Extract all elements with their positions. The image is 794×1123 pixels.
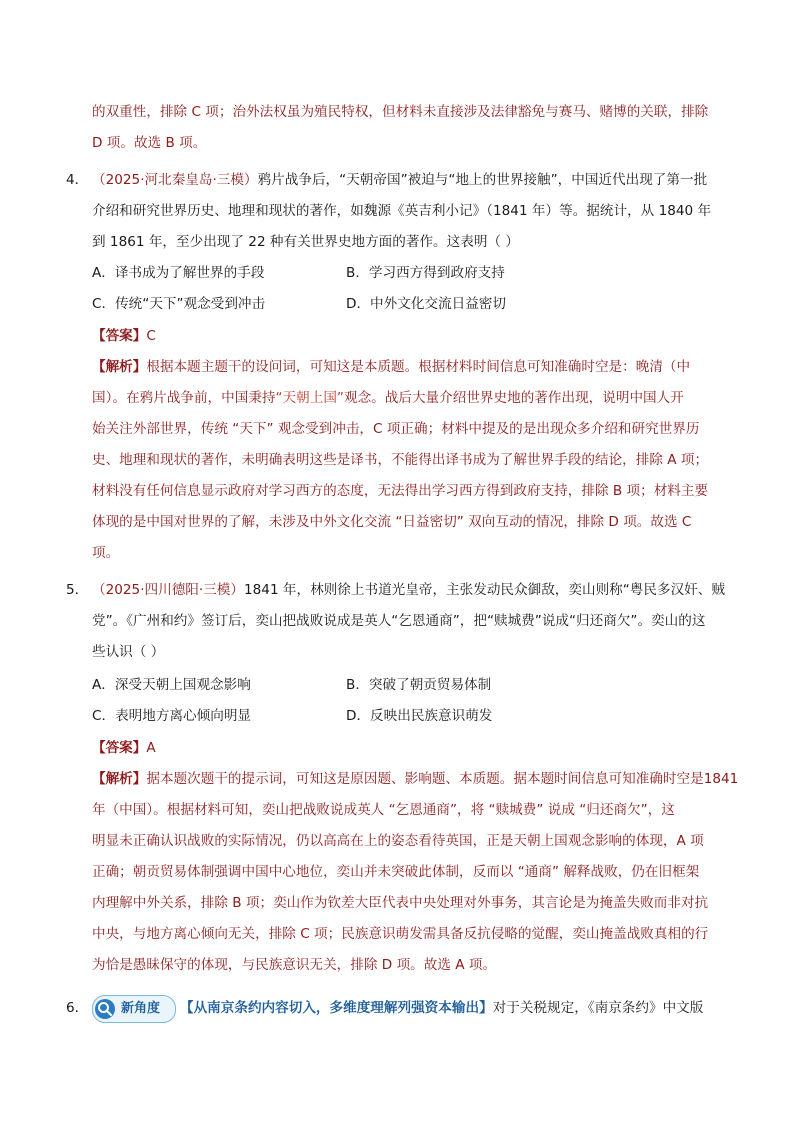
question-5-analysis-label: 【解析】 — [92, 771, 147, 787]
question-6-stem-text-1: 对于关税规定，《南京条约》中文版 — [492, 1000, 704, 1016]
question-6-topic-line — [180, 998, 703, 1018]
question-5-stem-line-2: 党”。《广州和约》签订后，奕山把战败说成是英人“乞恩通商”，把“赎城费”说成“归还商欠”。奕山的这 — [92, 613, 706, 629]
question-4-stem-line-1 — [92, 170, 707, 190]
question-5-option-b: B．突破了朝贡贸易体制 — [346, 677, 492, 693]
question-4-analysis-line-6: 体现的是中国对世界的了解，未涉及中外文化交流 “日益密切” 双向互动的情况，排除 D 项。故选 C — [92, 514, 692, 530]
question-6-topic-close: 】 — [479, 1000, 493, 1016]
question-4-stem-line-2: 介绍和研究世界历史、地理和现状的著作，如魏源《英吉利小记》（1841 年）等。据统计，从 1840 年 — [92, 203, 712, 219]
question-4-option-a: A．译书成为了解世界的手段 — [92, 265, 265, 281]
question-4-analysis-line-3: 始关注外部世界，传统 “天下” 观念受到冲击，C 项正确；材料中提及的是出现众多介绍和研究世界历 — [92, 421, 700, 437]
question-5-analysis-text-1: 据本题次题干的提示词，可知这是原因题、影响题、本质题。据本题时间信息可知准确时空是1841 — [146, 771, 739, 787]
question-4-option-c: C．传统“天下”观念受到冲击 — [92, 296, 266, 312]
question-4-analysis-label: 【解析】 — [92, 359, 147, 375]
question-4-analysis-line-4: 史、地理和现状的著作，未明确表明这些是译书，不能得出译书成为了解世界手段的结论，排除 A 项； — [92, 452, 709, 468]
question-5-option-d: D．反映出民族意识萌发 — [346, 708, 493, 724]
question-6-topic: 从南京条约内容切入，多维度理解列强资本输出 — [193, 1000, 480, 1016]
intro-line-1: 的双重性，排除 C 项；治外法权虽为殖民特权，但材料未直接涉及法律豁免与赛马、赌博的关联，排除 — [92, 104, 709, 120]
question-5-answer-label: 【答案】 — [92, 740, 147, 756]
question-5-analysis-line-6: 中央，与地方离心倾向无关，排除 C 项；民族意识萌发需具备反抗侵略的觉醒，奕山掩盖战败真相的行 — [92, 926, 709, 942]
magnifier-icon — [95, 999, 115, 1019]
question-5-stem-line-1 — [92, 580, 725, 600]
question-4-number: 4． — [66, 172, 89, 188]
question-5-analysis-line-1 — [92, 769, 738, 789]
question-4-answer-value: C — [146, 328, 156, 344]
question-4-analysis-line-7: 项。 — [92, 545, 120, 561]
question-4-stem-line-3: 到 1861 年，至少出现了 22 种有关世界史地方面的著作。这表明（ ） — [92, 234, 519, 250]
question-4-analysis-text-2b: 观念。战后大量介绍世界史地的著作出现，说明中国人开 — [343, 390, 684, 406]
question-6-topic-open: 【 — [180, 1000, 194, 1016]
question-6-number: 6． — [66, 1000, 89, 1016]
question-5-analysis-line-4: 正确；朝贡贸易体制强调中国中心地位，奕山并未突破此体制，反而以 “通商” 解释战败，仍在旧框架 — [92, 864, 700, 880]
question-5-stem-line-3: 些认识（ ） — [92, 644, 165, 660]
question-5-number: 5． — [66, 582, 89, 598]
question-5-analysis-line-2: 年（中国）。根据材料可知，奕山把战败说成英人 “乞恩通商”，将 “赎城费” 说成 “归还商欠”，这 — [92, 802, 675, 818]
question-4-option-b: B．学习西方得到政府支持 — [346, 265, 505, 281]
question-5-source: （2025·四川德阳·三模） — [92, 582, 244, 598]
intro-line-2: D 项。故选 B 项。 — [92, 135, 207, 151]
question-5-option-a: A．深受天朝上国观念影响 — [92, 677, 251, 693]
question-5-analysis-line-7: 为恰是愚昧保守的体现，与民族意识无关，排除 D 项。故选 A 项。 — [92, 957, 497, 973]
question-4-option-d: D．中外文化交流日益密切 — [346, 296, 506, 312]
new-angle-badge-text: 新角度 — [121, 1001, 161, 1016]
question-4-analysis-text-2a: 国）。在鸦片战争前，中国秉持 — [92, 390, 276, 406]
question-5-answer-value: A — [146, 740, 156, 756]
new-angle-badge — [92, 995, 176, 1023]
question-5-option-c: C．表明地方离心倾向明显 — [92, 708, 252, 724]
question-4-analysis-line-5: 材料没有任何信息显示政府对学习西方的态度，无法得出学习西方得到政府支持，排除 B 项；材料主要 — [92, 483, 709, 499]
question-5-analysis-line-3: 明显未正确认识战败的实际情况，仍以高高在上的姿态看待英国，正是天朝上国观念影响的体现，A 项 — [92, 833, 704, 849]
question-4-answer-label: 【答案】 — [92, 328, 147, 344]
question-4-analysis-line-1 — [92, 357, 690, 377]
question-5-answer — [92, 738, 156, 758]
question-5-analysis-line-5: 内理解中外关系，排除 B 项；奕山作为钦差大臣代表中央处理对外事务，其言论是为掩盖失败而非对抗 — [92, 895, 709, 911]
question-4-analysis-highlight: “天朝上国” — [275, 390, 344, 406]
question-4-analysis-line-2 — [92, 388, 684, 408]
question-4-analysis-text-1: 根据本题主题干的设问词，可知这是本质题。根据材料时间信息可知准确时空是：晚清（中 — [146, 359, 691, 375]
question-4-stem-text-1: 鸦片战争后，“天朝帝国”被迫与“地上的世界接触”，中国近代出现了第一批 — [257, 172, 708, 188]
question-4-answer — [92, 326, 156, 346]
question-5-stem-text-1: 1841 年，林则徐上书道光皇帝，主张发动民众御敌，奕山则称“粤民多汉奸、贼 — [244, 582, 725, 598]
question-4-source: （2025·河北秦皇岛·三模） — [92, 172, 258, 188]
